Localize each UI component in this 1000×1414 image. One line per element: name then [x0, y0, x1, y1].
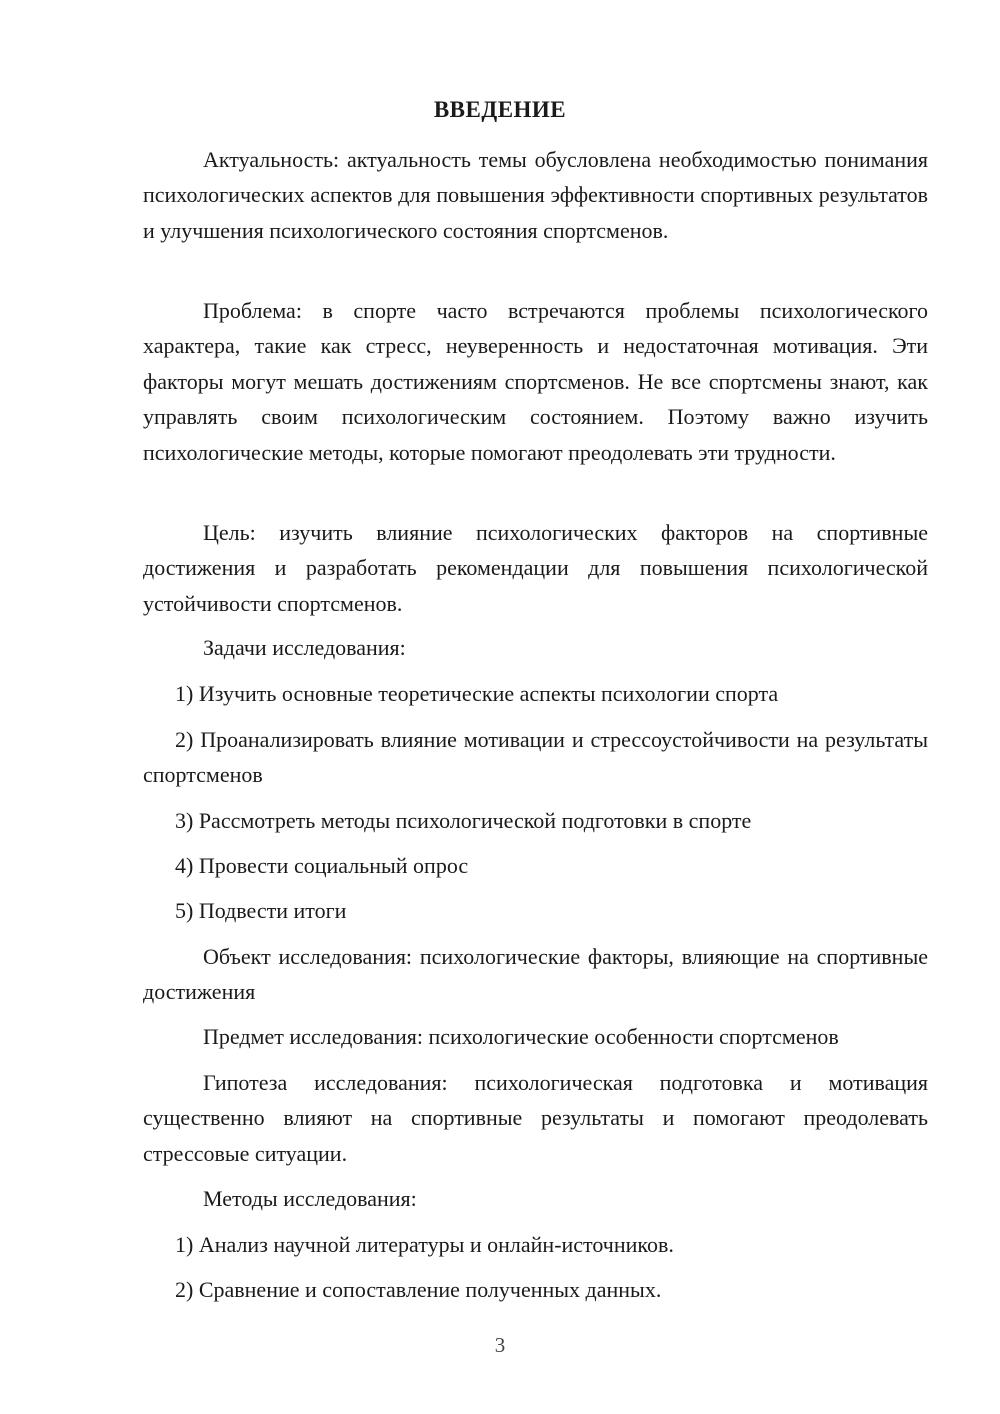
- methods-heading: Методы исследования:: [203, 1186, 417, 1211]
- task-item: 5) Подвести итоги: [175, 898, 347, 923]
- page-number: 3: [494, 1333, 506, 1357]
- method-item: 2) Сравнение и сопоставление полученных данных.: [175, 1277, 662, 1302]
- method-item: 1) Анализ научной литературы и онлайн-источников.: [175, 1232, 674, 1257]
- subject-paragraph: Предмет исследования: психологические особенности спортсменов: [203, 1024, 839, 1049]
- task-item: 3) Рассмотреть методы психологической подготовки в спорте: [175, 808, 752, 833]
- task-item: 1) Изучить основные теоретические аспекты психологии спорта: [175, 681, 779, 706]
- task-item: 4) Провести социальный опрос: [175, 853, 469, 878]
- tasks-heading: Задачи исследования:: [203, 635, 406, 660]
- object-paragraph: Объект исследования: психологические факторы, влияющие на спортивные достижения: [143, 944, 928, 1005]
- goal-paragraph: Цель: изучить влияние психологических факторов на спортивные достижения и разработать рекомендации для повышения психологической устойчивости спортсменов.: [143, 520, 928, 616]
- problem-paragraph: Проблема: в спорте часто встречаются проблемы психологического характера, такие как стресс, неуверенность и недостаточная мотивация. Эти факторы могут мешать достижениям спортсменов. Не все спортсмены знают, как управлять своим психологическим состоянием. Поэтому важно изучить психологические методы, которые помогают преодолевать эти трудности.: [143, 298, 928, 465]
- relevance-paragraph: Актуальность: актуальность темы обусловлена необходимостью понимания психологических аспектов для повышения эффективности спортивных результатов и улучшения психологического состояния спортсменов.: [143, 147, 928, 243]
- section-title: ВВЕДЕНИЕ: [433, 97, 567, 122]
- hypothesis-paragraph: Гипотеза исследования: психологическая подготовка и мотивация существенно влияют на спортивные результаты и помогают преодолевать стрессовые ситуации.: [143, 1070, 928, 1166]
- task-item: 2) Проанализировать влияние мотивации и стрессоустойчивости на результаты спортсменов: [143, 727, 928, 788]
